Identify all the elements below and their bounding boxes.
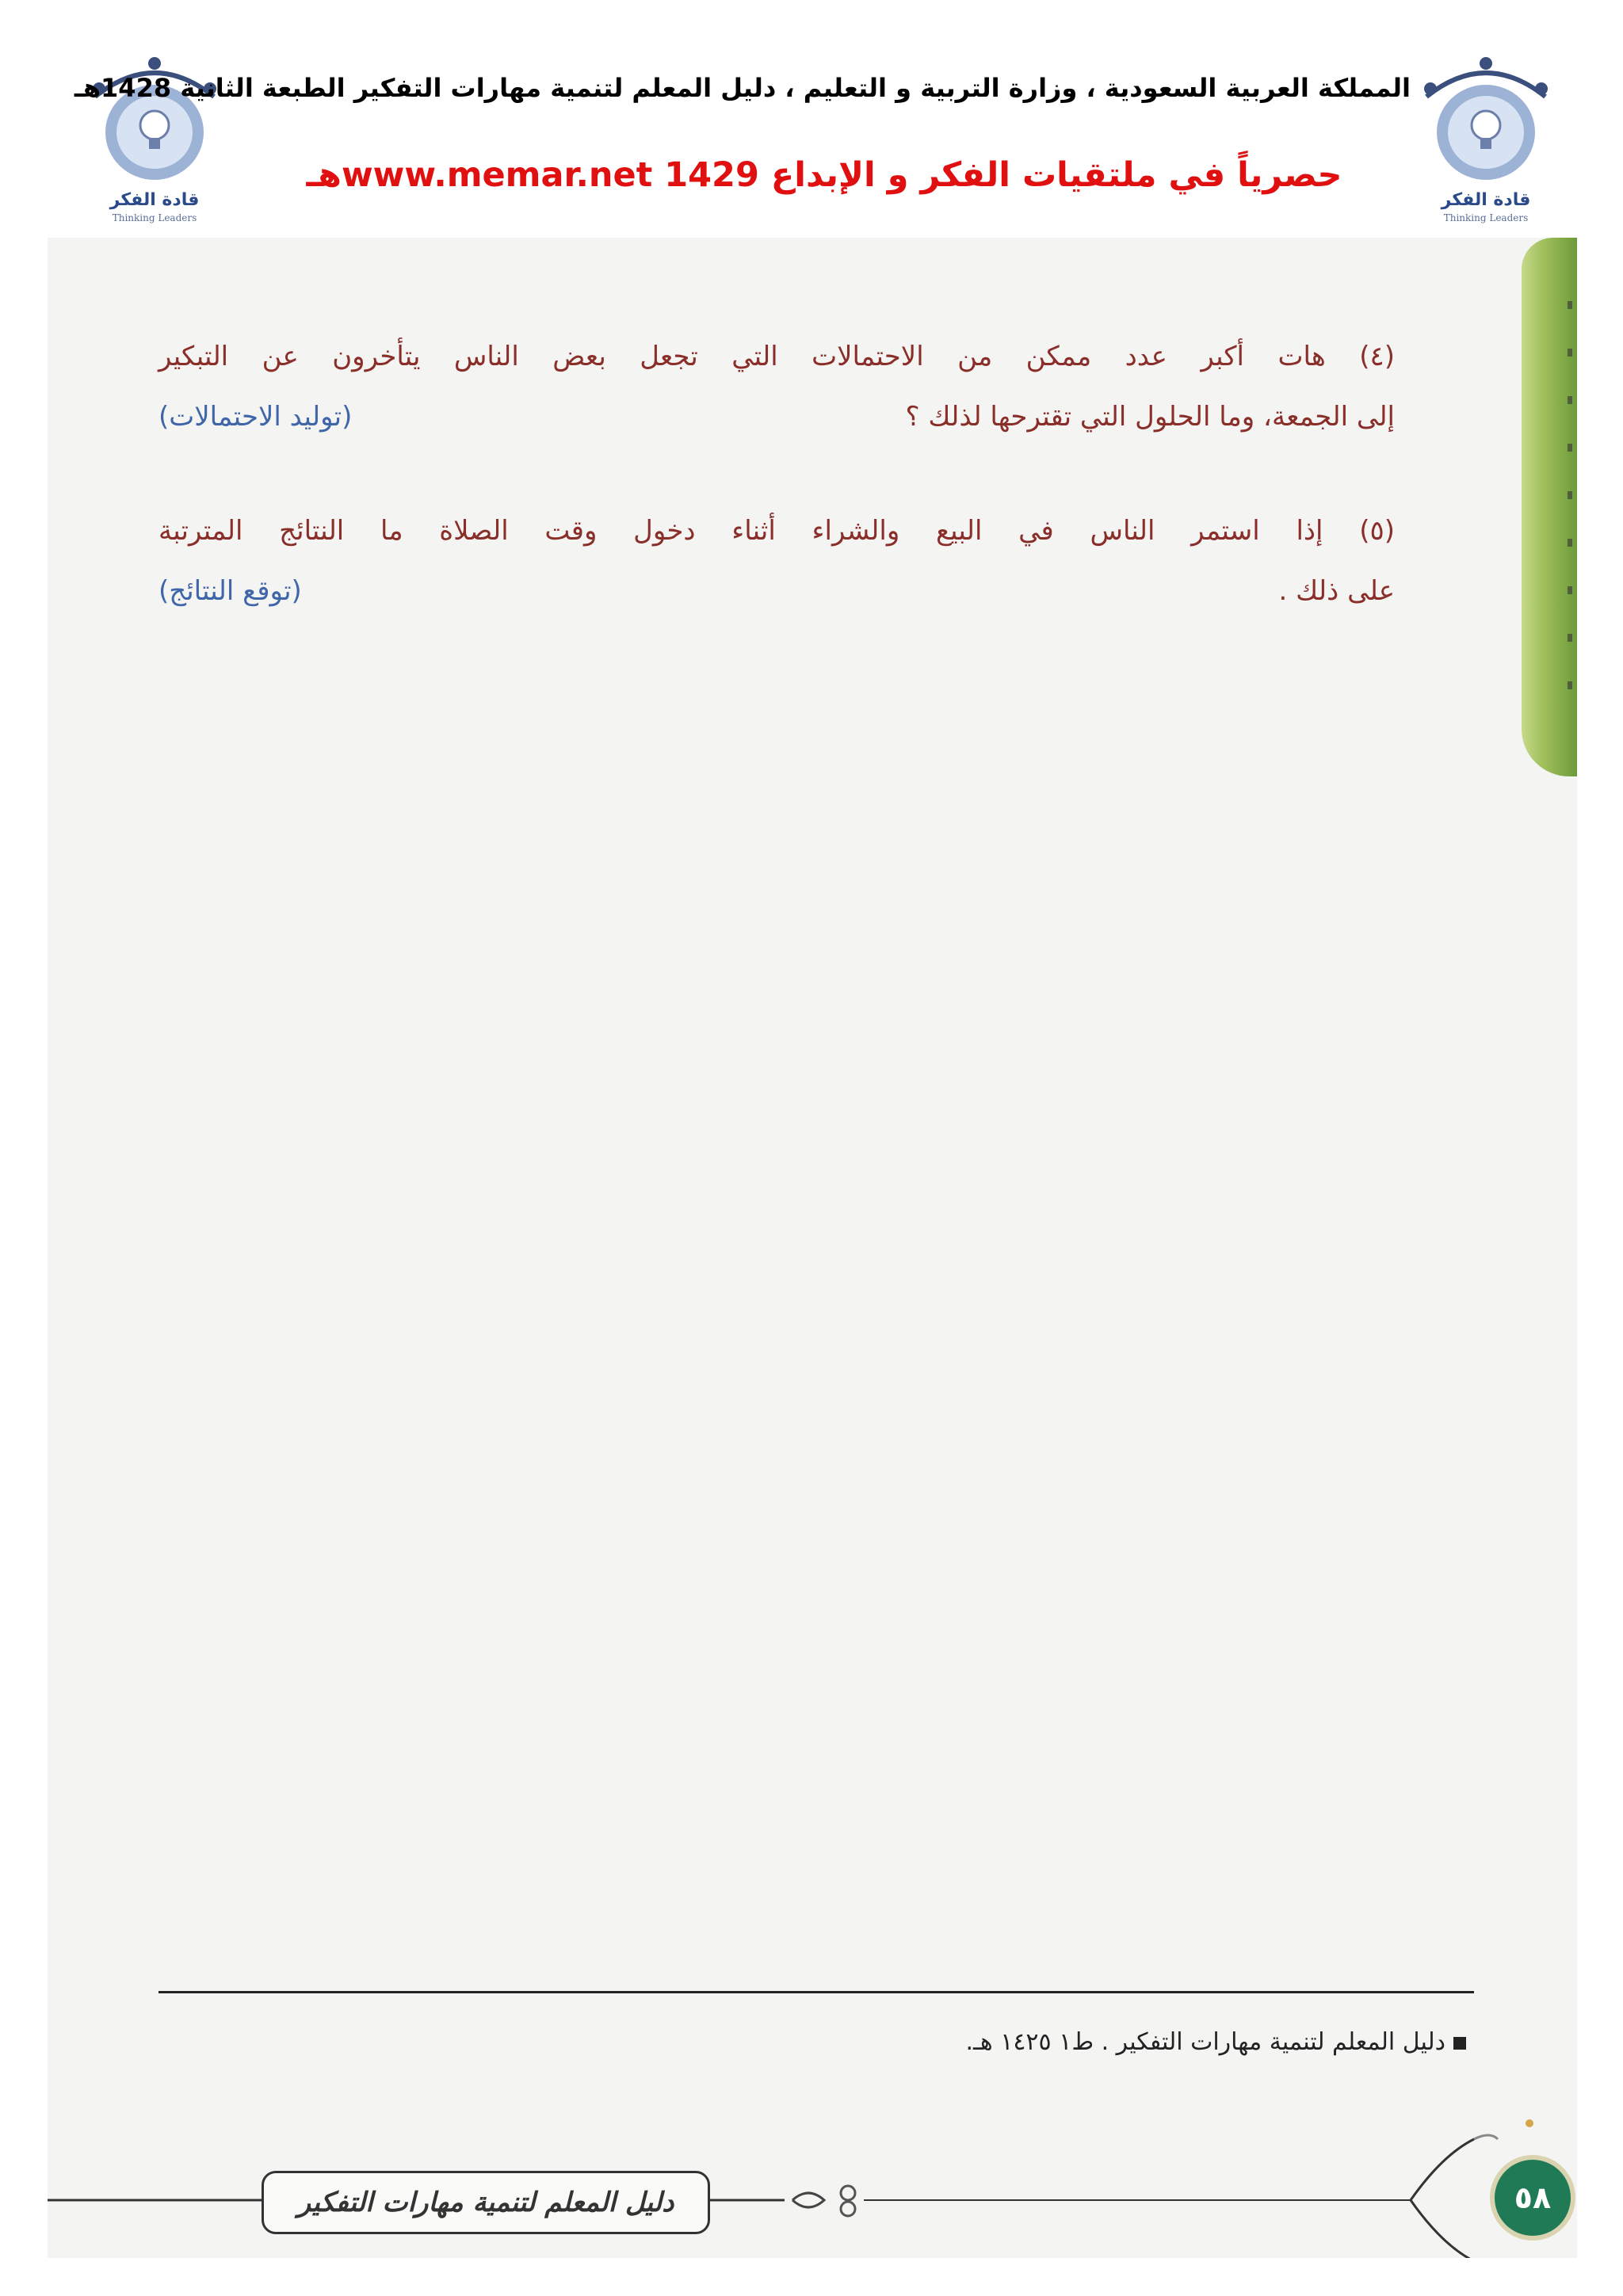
logo-caption: قادة الفكر	[1441, 190, 1531, 210]
question-5-line2-wrap	[1109, 575, 1395, 607]
logo-right	[1411, 49, 1561, 223]
question-4-line2: إلى الجمعة، وما الحلول التي تقترحها لذلك ؟	[905, 401, 1395, 433]
logo-subcaption: Thinking Leaders	[112, 212, 197, 223]
question-5-line2: على ذلك .	[1278, 575, 1395, 607]
side-tab-decoration	[1522, 238, 1577, 776]
question-5	[158, 515, 1395, 547]
bullet-square-icon	[1453, 2037, 1466, 2050]
thinking-leaders-logo-icon	[1411, 49, 1561, 192]
footnote-divider	[158, 1991, 1474, 1993]
footer-book-title: دليل المعلم لتنمية مهارات التفكير	[262, 2171, 710, 2234]
question-4-tag: (توليد الاحتمالات)	[158, 401, 353, 433]
footnote	[713, 2028, 1466, 2056]
question-5-tag: (توقع النتائج)	[158, 575, 302, 607]
question-4-line1: (٤) هات أكبر عدد ممكن من الاحتمالات التي تجعل بعض الناس يتأخرون عن التبكير	[158, 341, 1395, 372]
question-4	[158, 341, 1395, 372]
header-title: المملكة العربية السعودية ، وزارة التربية و التعليم ، دليل المعلم لتنمية مهارات التفكير الطبعة الثانية 1428هـ	[74, 73, 1411, 103]
logo-caption: قادة الفكر	[109, 190, 200, 210]
thinking-leaders-logo-icon	[79, 49, 230, 192]
footnote-text: دليل المعلم لتنمية مهارات التفكير . ط١ ١٤٢٥ هـ.	[965, 2028, 1445, 2056]
header-website-line: حصرياً في ملتقيات الفكر و الإبداع www.memar.net 1429هـ	[306, 155, 1342, 195]
question-5-line1: (٥) إذا استمر الناس في البيع والشراء أثناء دخول وقت الصلاة ما النتائج المترتبة	[158, 515, 1395, 547]
question-4-line2-wrap	[682, 401, 1395, 433]
logo-subcaption: Thinking Leaders	[1443, 212, 1529, 223]
page-number-badge: ٥٨	[1490, 2155, 1575, 2241]
